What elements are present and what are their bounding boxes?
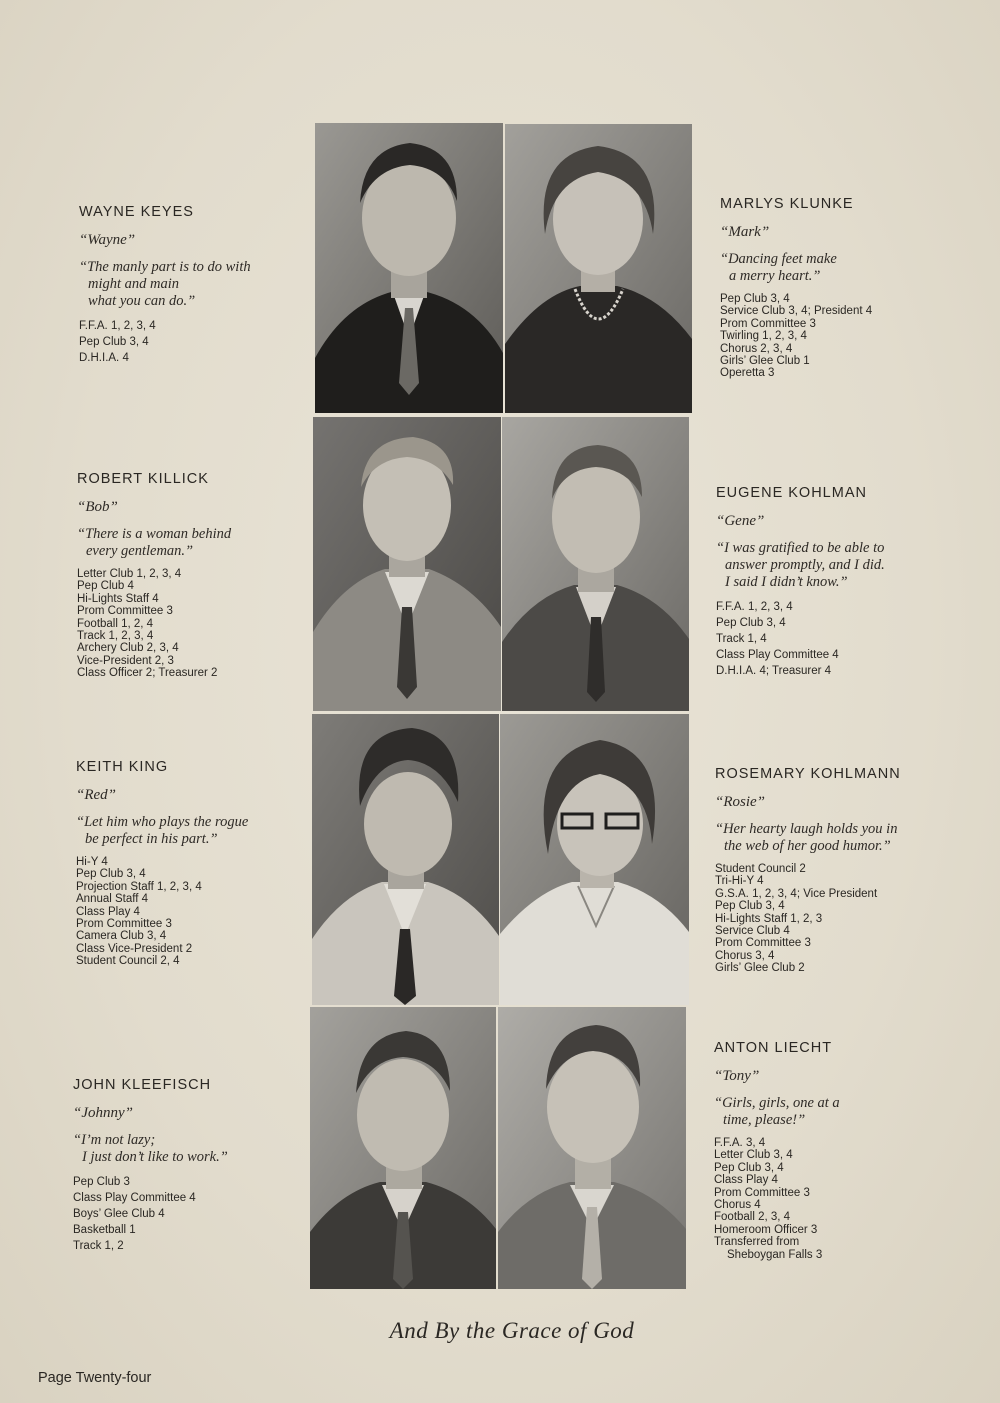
portrait-photo-wayne-keyes (315, 123, 503, 413)
quote-line: what you can do.” (88, 293, 196, 309)
activity-item: D.H.I.A. 4; Treasurer 4 (716, 665, 832, 677)
activity-item: Student Council 2 (715, 863, 806, 875)
quote-line: I said I didn’t know.” (725, 574, 848, 590)
activity-item: Prom Committee 3 (714, 1186, 810, 1199)
activity-list (714, 1137, 954, 1261)
activity-list (79, 318, 319, 366)
student-quote (716, 540, 956, 591)
quote-line: “Let him who plays the rogue (76, 814, 249, 830)
activity-item: Pep Club 3, 4 (714, 1161, 784, 1174)
activity-item: Hi-Lights Staff 4 (77, 592, 159, 605)
quote-line: time, please!” (723, 1112, 806, 1128)
activity-item: Projection Staff 1, 2, 3, 4 (76, 880, 202, 893)
activity-item: Sheboygan Falls 3 (727, 1248, 823, 1261)
student-bio-marlys-klunke (720, 196, 960, 380)
student-bio-anton-liecht (714, 1040, 954, 1261)
activity-item: Class Play Committee 4 (716, 649, 839, 661)
student-bio-john-kleefisch (73, 1077, 313, 1254)
activity-item: D.H.I.A. 4 (79, 352, 129, 364)
activity-item: Class Vice-President 2 (76, 942, 193, 955)
student-name: KEITH KING (76, 759, 169, 775)
activity-item: Hi-Y 4 (76, 856, 108, 868)
activity-item: Track 1, 4 (716, 633, 767, 645)
student-name: WAYNE KEYES (79, 204, 194, 220)
activity-item: Tri-Hi-Y 4 (715, 875, 764, 888)
portrait-image (313, 417, 501, 711)
student-nickname: “Johnny” (73, 1105, 133, 1121)
activity-item: Pep Club 3 (73, 1176, 130, 1188)
page-footer-title: And By the Grace of God (389, 1318, 635, 1343)
activity-item: Track 1, 2 (73, 1240, 124, 1252)
student-quote (77, 526, 317, 560)
quote-line: “The manly part is to do with (79, 259, 251, 275)
activity-item: Prom Committee 3 (720, 317, 816, 330)
student-bio-keith-king (76, 759, 316, 968)
portrait-photo-marlys-klunke (505, 124, 692, 413)
portrait-image (312, 714, 499, 1005)
quote-line: I just don’t like to work.” (82, 1149, 228, 1165)
activity-list (76, 856, 316, 968)
quote-line: “There is a woman behind (77, 526, 232, 542)
activity-item: Class Play Committee 4 (73, 1192, 196, 1204)
student-name: ROSEMARY KOHLMANN (715, 766, 901, 782)
activity-item: Pep Club 3, 4 (76, 868, 146, 881)
student-nickname: “Bob” (77, 499, 118, 515)
portrait-photo-anton-liecht (498, 1007, 686, 1289)
quote-line: be perfect in his part.” (85, 831, 218, 847)
activity-list (720, 293, 960, 380)
activity-list (715, 863, 955, 975)
student-bio-wayne-keyes (79, 204, 319, 366)
student-quote (720, 251, 960, 285)
activity-item: Twirling 1, 2, 3, 4 (720, 330, 807, 343)
activity-item: Prom Committee 3 (77, 605, 173, 618)
portrait-photo-keith-king (312, 714, 499, 1005)
student-nickname: “Gene” (716, 513, 765, 529)
activity-item: Football 1, 2, 4 (77, 617, 154, 630)
activity-item: Boys’ Glee Club 4 (73, 1208, 165, 1220)
student-name: JOHN KLEEFISCH (73, 1077, 212, 1093)
page-number: Page Twenty-four (38, 1370, 152, 1386)
activity-item: Pep Club 3, 4 (79, 336, 149, 348)
student-bio-robert-killick (77, 471, 317, 680)
student-quote (73, 1132, 313, 1166)
portrait-image (315, 123, 503, 413)
quote-line: “I was gratified to be able to (716, 540, 885, 556)
activity-item: Letter Club 1, 2, 3, 4 (77, 568, 182, 580)
activity-item: Hi-Lights Staff 1, 2, 3 (715, 912, 823, 925)
student-nickname: “Wayne” (79, 232, 136, 248)
activity-item: Pep Club 3, 4 (715, 900, 785, 913)
student-nickname: “Tony” (714, 1068, 760, 1084)
activity-item: Prom Committee 3 (715, 937, 811, 950)
activity-item: F.F.A. 3, 4 (714, 1137, 766, 1149)
activity-item: Football 2, 3, 4 (714, 1211, 791, 1224)
activity-item: Track 1, 2, 3, 4 (77, 630, 154, 643)
activity-item: G.S.A. 1, 2, 3, 4; Vice President (715, 887, 878, 900)
student-name: ROBERT KILLICK (77, 471, 209, 487)
quote-line: a merry heart.” (729, 268, 821, 284)
activity-item: Operetta 3 (720, 367, 775, 380)
quote-line: answer promptly, and I did. (725, 557, 885, 573)
portrait-photo-eugene-kohlman (502, 417, 689, 711)
student-nickname: “Mark” (720, 224, 770, 240)
activity-item: Camera Club 3, 4 (76, 930, 167, 943)
portrait-image (500, 714, 689, 1005)
quote-line: the web of her good humor.” (724, 838, 891, 854)
activity-item: Service Club 3, 4; President 4 (720, 305, 873, 318)
activity-item: F.F.A. 1, 2, 3, 4 (716, 601, 793, 613)
portrait-photo-robert-killick (313, 417, 501, 711)
activity-item: F.F.A. 1, 2, 3, 4 (79, 320, 156, 332)
activity-item: Service Club 4 (715, 925, 790, 938)
student-quote (79, 259, 319, 310)
activity-item: Prom Committee 3 (76, 918, 172, 931)
quote-line: might and main (88, 276, 180, 292)
activity-item: Basketball 1 (73, 1224, 136, 1236)
portrait-photo-john-kleefisch (310, 1007, 496, 1289)
activity-item: Class Officer 2; Treasurer 2 (77, 667, 218, 680)
quote-line: every gentleman.” (86, 543, 194, 559)
activity-item: Transferred from (714, 1236, 800, 1249)
student-quote (715, 821, 955, 855)
student-name: ANTON LIECHT (714, 1040, 833, 1056)
activity-item: Chorus 2, 3, 4 (720, 342, 793, 355)
student-quote (76, 814, 316, 848)
activity-item: Letter Club 3, 4 (714, 1149, 793, 1162)
activity-item: Pep Club 3, 4 (716, 617, 786, 629)
quote-line: “Girls, girls, one at a (714, 1095, 840, 1111)
activity-item: Archery Club 2, 3, 4 (77, 642, 179, 655)
activity-item: Vice-President 2, 3 (77, 654, 174, 667)
activity-item: Class Play 4 (714, 1174, 778, 1187)
activity-item: Pep Club 4 (77, 580, 134, 593)
activity-item: Girls’ Glee Club 1 (720, 355, 810, 368)
activity-item: Pep Club 3, 4 (720, 293, 790, 305)
portrait-image (505, 124, 692, 413)
student-bio-rosemary-kohlmann (715, 766, 955, 975)
activity-item: Annual Staff 4 (76, 893, 149, 906)
portrait-image (502, 417, 689, 711)
portrait-image (498, 1007, 686, 1289)
activity-item: Homeroom Officer 3 (714, 1223, 818, 1236)
student-nickname: “Rosie” (715, 794, 766, 810)
student-name: MARLYS KLUNKE (720, 196, 854, 212)
activity-item: Chorus 4 (714, 1199, 761, 1212)
activity-list (77, 568, 317, 680)
portrait-image (310, 1007, 496, 1289)
portrait-photo-rosemary-kohlmann (500, 714, 689, 1005)
activity-list (716, 599, 956, 679)
student-quote (714, 1095, 954, 1129)
activity-item: Girls’ Glee Club 2 (715, 962, 805, 975)
quote-line: “I’m not lazy; (73, 1132, 156, 1148)
activity-item: Student Council 2, 4 (76, 955, 180, 968)
quote-line: “Her hearty laugh holds you in (715, 821, 898, 837)
student-nickname: “Red” (76, 787, 117, 803)
activity-list (73, 1174, 313, 1254)
activity-item: Chorus 3, 4 (715, 949, 775, 962)
student-bio-eugene-kohlman (716, 485, 956, 679)
activity-item: Class Play 4 (76, 905, 140, 918)
student-name: EUGENE KOHLMAN (716, 485, 867, 501)
quote-line: “Dancing feet make (720, 251, 837, 267)
